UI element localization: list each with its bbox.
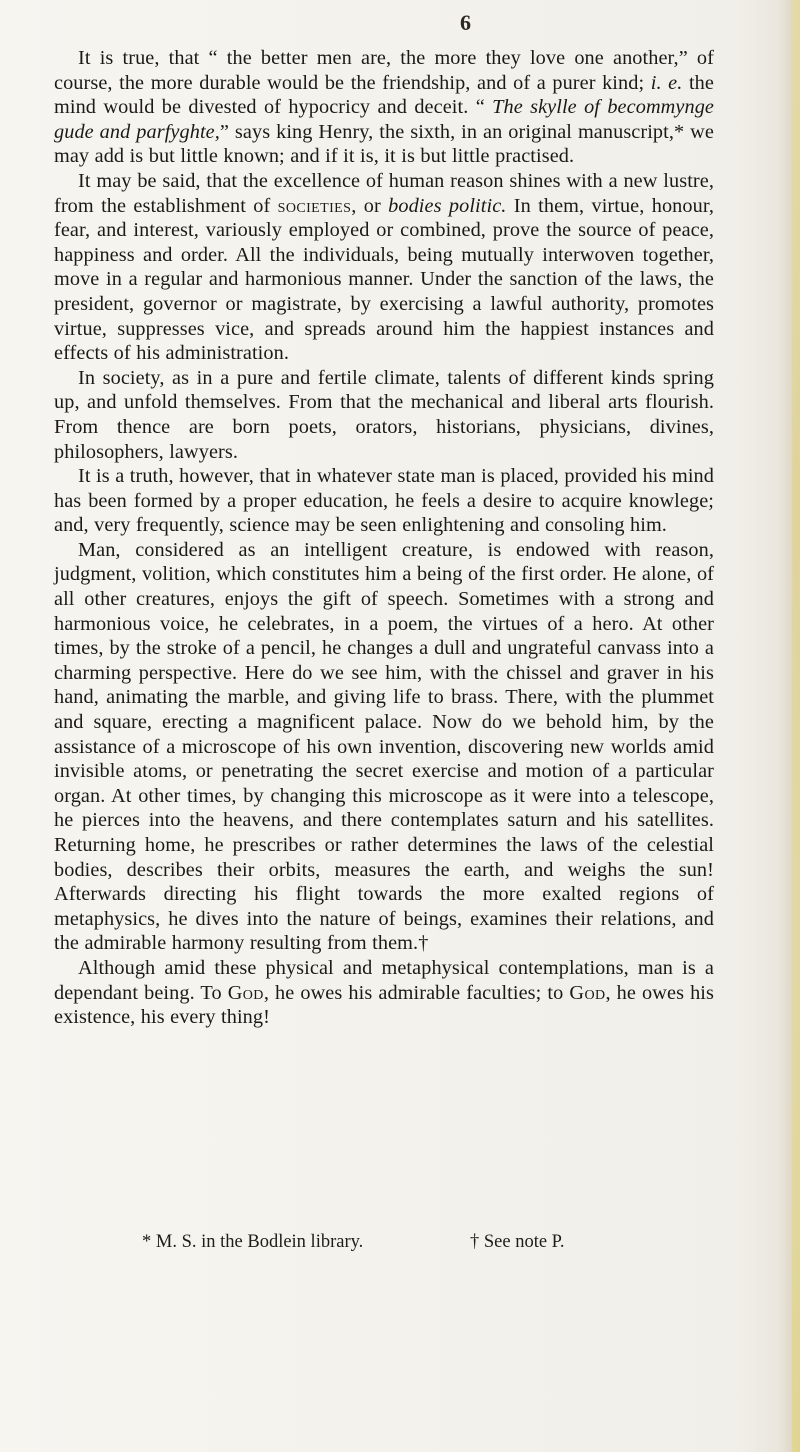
paragraph-1-part-d: The skylle of becommynge gude and parfyghte, — [54, 96, 714, 143]
footnote-right: † See note P. — [470, 1232, 565, 1252]
paragraph-1-part-a: It is true, that “ the better men are, the more they love one another,” of course, the more durable would be the friendship, and of a purer kind; — [54, 47, 714, 94]
paragraph-2-part-e: In them, virtue, honour, fear, and interest, variously employed or combined, prove the source of peace, happiness and order. All the individuals, being mutually interwoven together, move in a regular and harmonious manner. Under the sanction of the laws, the president, governor or magistrate, by exercising a lawful authority, promotes virtue, suppresses vice, and spreads around him the happiest instances and effects of his administration. — [54, 194, 715, 365]
paragraph-4: It is a truth, however, that in whatever state man is placed, provided his mind has been formed by a proper education, he feels a desire to acquire knowlege; and, very frequently, science may be seen enlightening and consoling him. — [54, 465, 714, 537]
paragraph-2-part-d: bodies politic. — [388, 194, 507, 217]
main-text — [54, 46, 714, 1030]
paragraph-3: In society, as in a pure and fertile climate, talents of different kinds spring up, and unfold themselves. From that the mechanical and liberal arts flourish. From thence are born poets, orators, historians, physicians, divines, philosophers, lawyers. — [54, 366, 714, 463]
paragraph-6-part-a: Although amid these physical and metaphysical contemplations, man is a dependant being. To — [54, 956, 714, 1004]
paragraph-1 — [54, 46, 714, 169]
paragraph-2-part-c: , or — [351, 194, 389, 217]
paragraph-6-part-c: , he owes his admirable faculties; to — [263, 981, 570, 1004]
paragraph-5: Man, considered as an intelligent creature, is endowed with reason, judgment, volition, which constitutes him a being of the first order. He alone, of all other creatures, enjoys the gift of speech. Sometimes with a strong and harmonious voice, he celebrates, in a poem, the virtues of a hero. At other times, by the stroke of a pencil, he changes a dull and ungrateful canvass into a charming perspective. Here do we see him, with the chissel and graver in his hand, animating the marble, and giving life to brass. There, with the plummet and square, erecting a magnificent palace. Now do we behold him, by the assistance of a microscope of his own invention, discovering new worlds amid invisible atoms, or penetrating the secret exercise and motion of a particular organ. At other times, by changing this microscope as it were into a telescope, he pierces into the heavens, and there contemplates saturn and his satellites. Returning home, he prescribes or rather determines the laws of the celestial bodies, describes their orbits, measures the earth, and weighs the sun! Afterwards directing his flight towards the more exalted regions of metaphysics, he dives into the nature of beings, examines their relations, and the admirable harmony resulting from them.† — [54, 538, 714, 955]
paragraph-1-part-e: ” says king Henry, the sixth, in an original manuscript,* we may add is but little known; and if it is, it is but little practised. — [54, 120, 714, 168]
paragraph-2-part-b: societies — [277, 194, 352, 217]
footnote-left: * M. S. in the Bodlein library. — [142, 1232, 364, 1252]
page-number: 6 — [460, 10, 471, 35]
paragraph-2 — [54, 169, 714, 366]
page-edge-tint — [792, 0, 800, 1452]
paragraph-6-part-e: , he owes his existence, his every thing! — [54, 981, 714, 1029]
paragraph-6-part-d: God — [569, 981, 606, 1004]
paragraph-2-part-a: It may be said, that the excellence of human reason shines with a new lustre, from the establishment of — [54, 169, 714, 217]
paragraph-6 — [54, 956, 714, 1030]
paragraph-1-part-c: the mind would be divested of hypocricy and deceit. “ — [54, 71, 714, 119]
paragraph-1-part-b: i. e. — [650, 71, 683, 94]
paragraph-6-part-b: God — [227, 981, 264, 1004]
